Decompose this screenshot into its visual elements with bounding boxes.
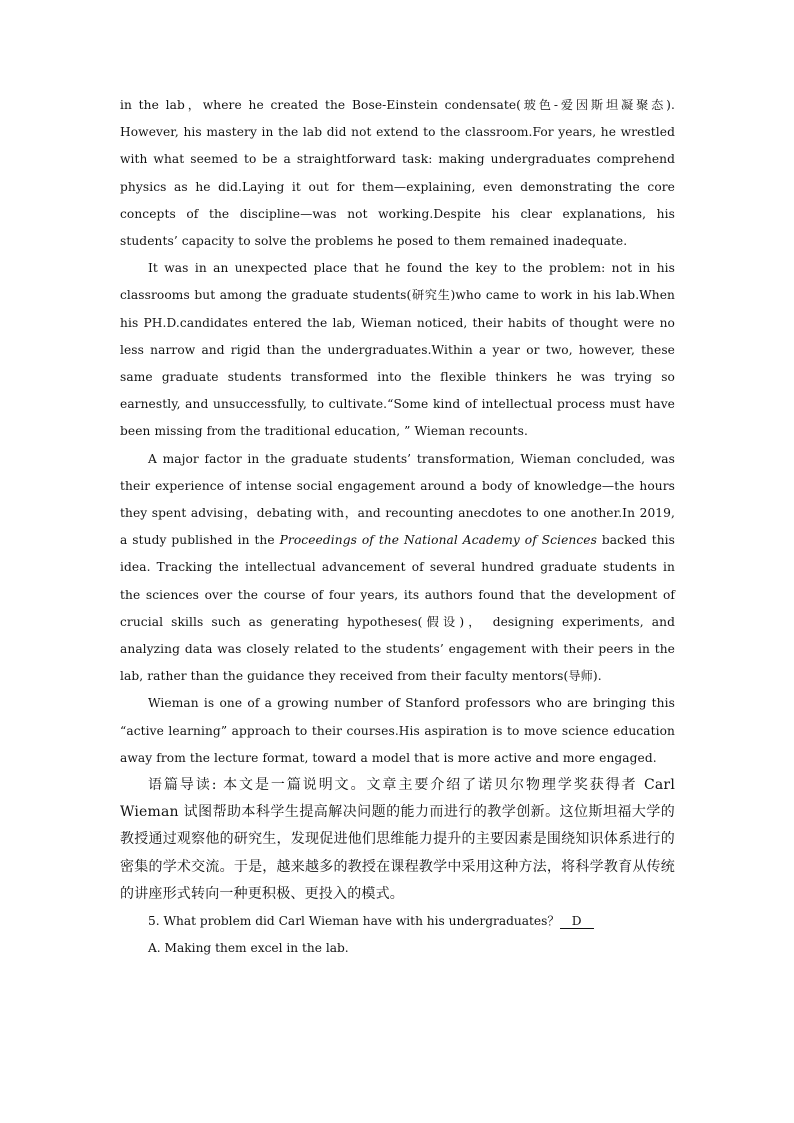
passage-body <box>120 92 675 963</box>
paragraph-3 <box>120 446 675 691</box>
question-5-answer: D <box>560 914 594 929</box>
paragraph-3-text-b: backed this idea. Tracking the intellectual advancement of several hundred graduate students in the sciences over the course of four years, its authors found that the development of crucial skills such as generating hypotheses(假设)， designing experiments, and analyzing data was closely related to the students’ engagement with their peers in the lab, rather than the guidance they received from their faculty mentors(导师). <box>120 533 675 684</box>
option-a: A. Making them excel in the lab. <box>148 941 349 956</box>
paragraph-4: Wieman is one of a growing number of Stanford professors who are bringing this “active learning” approach to their courses.His aspiration is to move science education away from the lecture format, toward a model that is more active and more engaged. <box>120 696 675 765</box>
question-5 <box>120 908 675 935</box>
paragraph-2: It was in an unexpected place that he found the key to the problem: not in his classrooms but among the graduate students(研究生)who came to work in his lab.When his PH.D.candidates entered the lab, Wieman noticed, their habits of thought were no less narrow and rigid than the undergraduates.Within a year or two, however, these same graduate students transformed into the flexible thinkers he was trying so earnestly, and unsuccessfully, to cultivate.“Some kind of intellectual process must have been missing from the traditional education, ” Wieman recounts. <box>120 261 675 439</box>
question-5-text: 5. What problem did Carl Wieman have with his undergraduates？ <box>148 914 560 929</box>
reading-guide: 语篇导读: 本文是一篇说明文。文章主要介绍了诺贝尔物理学奖获得者 Carl Wieman 试图帮助本科学生提高解决问题的能力而进行的教学创新。这位斯坦福大学的教授通过观察他的研究生，发现促进他们思维能力提升的主要因素是围绕知识体系进行的密集的学术交流。于是，越来越多的教授在课程教学中采用这种方法，将科学教育从传统的讲座形式转向一种更积极、更投入的模式。 <box>120 777 675 902</box>
paragraph-3-text-a: A major factor in the graduate students’ transformation, Wieman concluded, was their experience of intense social engagement around a body of knowledge—the hours they spent advising，debating with，and recounting anecdotes to one another.In 2019, a study published in the <box>120 451 675 548</box>
journal-title: Proceedings of the National Academy of Sciences <box>279 533 597 548</box>
paragraph-1: in the lab，where he created the Bose-Einstein condensate(玻色-爱因斯坦凝聚态). However, his mastery in the lab did not extend to the classroom.For years, he wrestled with what seemed to be a straightforward task: making undergraduates comprehend physics as he did.Laying it out for them—explaining, even demonstrating the core concepts of the discipline—was not working.Despite his clear explanations, his students’ capacity to solve the problems he posed to them remained inadequate. <box>120 98 675 249</box>
